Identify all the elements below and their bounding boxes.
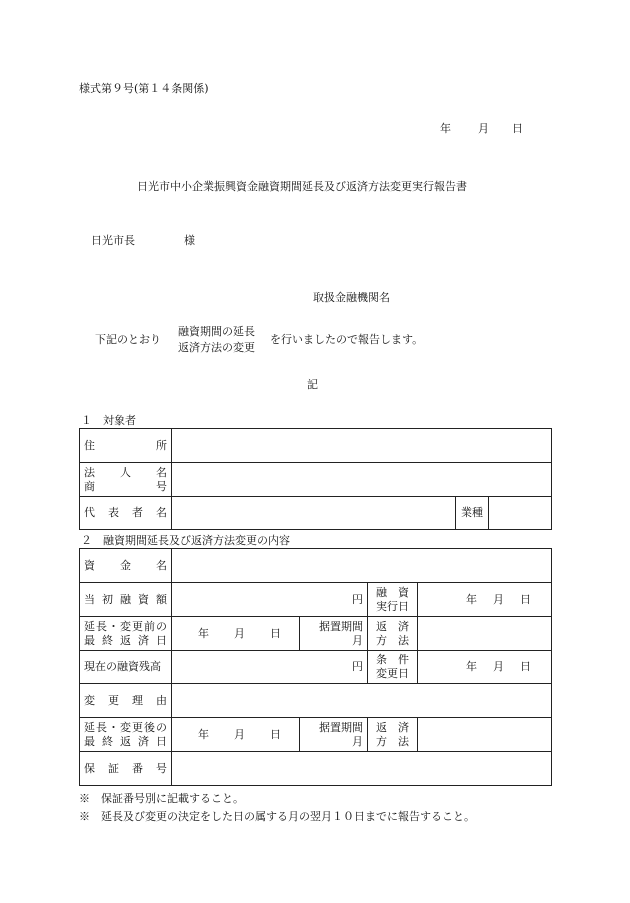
cond-date-day: 日 <box>520 660 531 673</box>
statement-option-extend: 融資期間の延長 <box>178 325 255 338</box>
guarantee-label: 保証番号 <box>84 761 167 775</box>
statement-suffix: を行いましたので報告します。 <box>270 333 424 346</box>
form-number: 様式第９号(第１４条関係) <box>79 82 209 95</box>
exec-date-day: 日 <box>520 592 531 606</box>
balance-field[interactable] <box>172 651 368 684</box>
address-field[interactable] <box>172 429 552 463</box>
exec-date-year: 年 <box>466 592 477 606</box>
ki-heading: 記 <box>307 378 318 391</box>
after-date-day: 日 <box>270 727 281 741</box>
before-repay-label-1: 返 済 <box>376 619 409 633</box>
before-date-field[interactable] <box>172 617 300 651</box>
after-date-month: 月 <box>234 727 245 741</box>
note-2: ※ 延長及び変更の決定をした日の属する月の翌月１０日までに報告すること。 <box>79 810 475 823</box>
exec-date-month: 月 <box>493 592 504 606</box>
statement-prefix: 下記のとおり <box>95 333 161 346</box>
date-day: 日 <box>512 122 523 135</box>
exec-date-label-1: 融 資 <box>376 585 409 599</box>
guarantee-row <box>80 752 552 786</box>
after-date-year: 年 <box>198 727 209 741</box>
cond-label-1: 条 件 <box>376 653 409 666</box>
reason-row <box>80 684 552 718</box>
before-grace-label: 据置期間 <box>319 619 363 633</box>
before-repay-field[interactable] <box>418 617 552 651</box>
before-date-day: 日 <box>270 626 281 640</box>
cond-date-month: 月 <box>493 660 504 673</box>
initial-amount-field[interactable] <box>172 583 368 617</box>
address-row <box>80 429 552 463</box>
before-label-2: 最終返済日 <box>84 633 167 647</box>
before-date-year: 年 <box>198 626 209 640</box>
before-label-1: 延長・変更前の <box>84 619 167 633</box>
note-1: ※ 保証番号別に記載すること。 <box>79 792 244 805</box>
date-year: 年 <box>440 122 451 135</box>
reason-field[interactable] <box>172 684 552 718</box>
yen-unit: 円 <box>352 592 363 606</box>
rep-field[interactable] <box>172 497 456 530</box>
address-label: 住所 <box>84 438 167 452</box>
addressee-honorific: 様 <box>184 234 195 247</box>
after-grace-field[interactable] <box>300 718 368 752</box>
after-repay-field[interactable] <box>418 718 552 752</box>
cond-date-field[interactable] <box>418 651 552 684</box>
subject-table <box>79 428 552 530</box>
corp-row <box>80 463 552 497</box>
initial-amount-label: 当初融資額 <box>84 592 167 606</box>
fund-row <box>80 549 552 583</box>
date-month: 月 <box>478 122 489 135</box>
page-title: 日光市中小企業振興資金融資期間延長及び返済方法変更実行報告書 <box>137 180 467 193</box>
exec-date-field[interactable] <box>418 583 552 617</box>
after-repay-label-1: 返 済 <box>376 720 409 734</box>
statement-option-change: 返済方法の変更 <box>178 341 255 354</box>
trade-label: 商号 <box>84 479 167 493</box>
institution-label: 取扱金融機関名 <box>313 291 390 304</box>
corp-name-field[interactable] <box>172 463 552 497</box>
after-date-field[interactable] <box>172 718 300 752</box>
before-grace-unit: 月 <box>352 633 363 647</box>
guarantee-field[interactable] <box>172 752 552 786</box>
after-grace-unit: 月 <box>352 734 363 748</box>
rep-row <box>80 497 552 530</box>
fund-label: 資金名 <box>84 558 167 572</box>
industry-label: 業種 <box>456 497 489 530</box>
before-date-month: 月 <box>234 626 245 640</box>
cond-date-year: 年 <box>466 660 477 673</box>
section1-heading: １ 対象者 <box>81 414 136 427</box>
before-grace-field[interactable] <box>300 617 368 651</box>
exec-date-label-2: 実行日 <box>376 599 409 613</box>
reason-label: 変更理由 <box>84 693 167 707</box>
after-repay-label-2: 方 法 <box>376 734 409 748</box>
after-label-2: 最終返済日 <box>84 734 167 748</box>
initial-amount-row <box>80 583 552 617</box>
after-row <box>80 718 552 752</box>
after-grace-label: 据置期間 <box>319 720 363 734</box>
before-row <box>80 617 552 651</box>
balance-row <box>80 651 552 684</box>
rep-label: 代表者名 <box>84 506 167 519</box>
balance-yen-unit: 円 <box>352 660 363 673</box>
cond-label-2: 変更日 <box>376 667 409 680</box>
balance-label: 現在の融資残高 <box>80 651 172 684</box>
corp-label: 法人名 <box>84 465 167 479</box>
after-label-1: 延長・変更後の <box>84 720 167 734</box>
fund-field[interactable] <box>172 549 552 583</box>
section2-heading: ２ 融資期間延長及び返済方法変更の内容 <box>81 534 290 547</box>
addressee-name: 日光市長 <box>91 234 135 247</box>
before-repay-label-2: 方 法 <box>376 633 409 647</box>
industry-field[interactable] <box>489 497 552 530</box>
loan-table <box>79 548 552 786</box>
